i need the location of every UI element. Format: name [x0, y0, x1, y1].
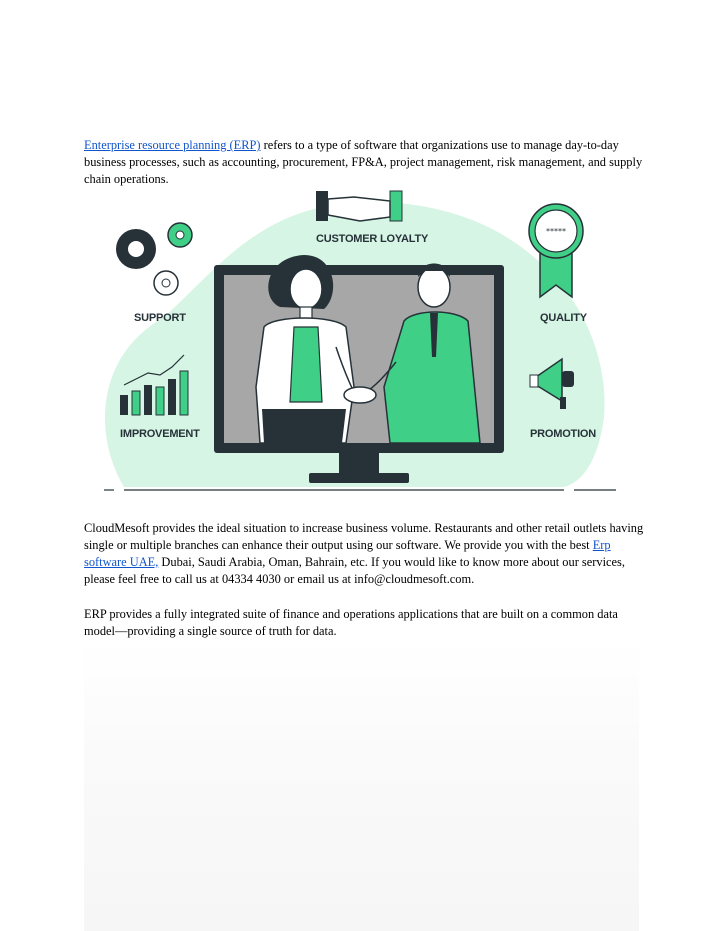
page-background-fade [84, 640, 639, 931]
label-improvement: IMPROVEMENT [120, 428, 200, 440]
gear-icon [116, 223, 192, 295]
label-support: SUPPORT [134, 312, 186, 324]
services-text-after: Dubai, Saudi Arabia, Oman, Bahrain, etc. If you would like to know more about our services, please feel free to call us at 04334 4030 or email us at info@cloudmesoft.com. [84, 555, 625, 586]
erp-uae-link[interactable]: Erp software UAE, [84, 538, 611, 569]
intro-text: refers to a type of software that organizations use to manage day-to-day business processes, such as accounting, procurement, FP&A, project management, risk management, and supply chain operations. [84, 138, 643, 186]
label-customer-loyalty: CUSTOMER LOYALTY [316, 233, 429, 245]
intro-paragraph [84, 137, 644, 188]
handshake-hands [344, 387, 376, 403]
services-text-before: CloudMesoft provides the ideal situation to increase business volume. Restaurants and other retail outlets having single or multiple branches can enhance their output using our software. We provide you with the best [84, 521, 644, 552]
erp-link[interactable]: Enterprise resource planning (ERP) [84, 138, 261, 152]
services-paragraph [84, 520, 644, 588]
label-promotion: PROMOTION [530, 428, 597, 440]
label-quality: QUALITY [540, 312, 587, 324]
erp-description-paragraph: ERP provides a fully integrated suite of finance and operations applications that are built on a common data model—providing a single source of truth for data. [84, 607, 618, 638]
stars-rating: ***** [546, 227, 566, 236]
erp-illustration [84, 187, 640, 497]
